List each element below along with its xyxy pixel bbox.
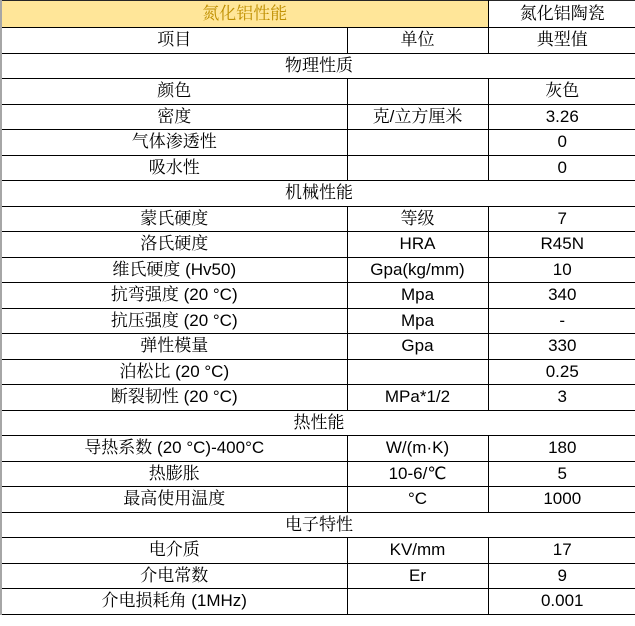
item-cell: 密度: [1, 104, 347, 130]
unit-cell: [347, 359, 488, 385]
section-header-row: [1, 53, 635, 79]
unit-cell: Gpa: [347, 334, 488, 360]
item-cell: 抗弯强度 (20 °C): [1, 283, 347, 309]
item-cell: 导热系数 (20 °C)-400°C: [1, 436, 347, 462]
item-cell: 弹性模量: [1, 334, 347, 360]
unit-cell: [347, 589, 488, 615]
unit-cell: HRA: [347, 232, 488, 258]
table-row: [1, 79, 635, 105]
unit-cell: [347, 130, 488, 156]
table-row: [1, 257, 635, 283]
section-header-row: [1, 512, 635, 538]
table-row: [1, 130, 635, 156]
unit-cell: Gpa(kg/mm): [347, 257, 488, 283]
item-cell: 介电损耗角 (1MHz): [1, 589, 347, 615]
item-cell: 断裂韧性 (20 °C): [1, 385, 347, 411]
unit-cell: Er: [347, 563, 488, 589]
unit-cell: [347, 79, 488, 105]
table-row: [1, 538, 635, 564]
value-cell: 灰色: [488, 79, 635, 105]
section-title-thermal: 热性能: [1, 410, 635, 436]
table-row: [1, 155, 635, 181]
value-cell: 3.26: [488, 104, 635, 130]
item-cell: 气体渗透性: [1, 130, 347, 156]
table-row: [1, 461, 635, 487]
unit-cell: °C: [347, 487, 488, 513]
table-row: [1, 104, 635, 130]
value-cell: 340: [488, 283, 635, 309]
value-cell: 9: [488, 563, 635, 589]
value-cell: 330: [488, 334, 635, 360]
value-cell: R45N: [488, 232, 635, 258]
unit-cell: 10-6/℃: [347, 461, 488, 487]
table-row: [1, 206, 635, 232]
item-cell: 维氏硬度 (Hv50): [1, 257, 347, 283]
value-cell: 17: [488, 538, 635, 564]
value-cell: 0: [488, 130, 635, 156]
unit-cell: KV/mm: [347, 538, 488, 564]
value-cell: 180: [488, 436, 635, 462]
value-cell: 10: [488, 257, 635, 283]
unit-cell: MPa*1/2: [347, 385, 488, 411]
value-cell: 0.25: [488, 359, 635, 385]
value-cell: 3: [488, 385, 635, 411]
table-row: [1, 385, 635, 411]
product-name: 氮化铝陶瓷: [488, 1, 635, 28]
item-cell: 洛氏硬度: [1, 232, 347, 258]
value-cell: -: [488, 308, 635, 334]
item-cell: 热膨胀: [1, 461, 347, 487]
value-cell: 5: [488, 461, 635, 487]
table-row: [1, 487, 635, 513]
value-cell: 7: [488, 206, 635, 232]
column-header-item: 项目: [1, 28, 347, 54]
table-row: [1, 436, 635, 462]
item-cell: 抗压强度 (20 °C): [1, 308, 347, 334]
item-cell: 最高使用温度: [1, 487, 347, 513]
table-title-row: [1, 1, 635, 28]
item-cell: 泊松比 (20 °C): [1, 359, 347, 385]
value-cell: 0: [488, 155, 635, 181]
unit-cell: Mpa: [347, 283, 488, 309]
section-title-mechanical: 机械性能: [1, 181, 635, 207]
section-title-physical: 物理性质: [1, 53, 635, 79]
table-row: [1, 308, 635, 334]
table-row: [1, 334, 635, 360]
section-title-electrical: 电子特性: [1, 512, 635, 538]
item-cell: 吸水性: [1, 155, 347, 181]
column-header-value: 典型值: [488, 28, 635, 54]
unit-cell: W/(m·K): [347, 436, 488, 462]
unit-cell: 克/立方厘米: [347, 104, 488, 130]
table-row: [1, 563, 635, 589]
table-row: [1, 589, 635, 615]
section-header-row: [1, 410, 635, 436]
table-row: [1, 232, 635, 258]
column-header-unit: 单位: [347, 28, 488, 54]
table-row: [1, 359, 635, 385]
unit-cell: 等级: [347, 206, 488, 232]
section-header-row: [1, 181, 635, 207]
value-cell: 0.001: [488, 589, 635, 615]
item-cell: 介电常数: [1, 563, 347, 589]
item-cell: 蒙氏硬度: [1, 206, 347, 232]
unit-cell: [347, 155, 488, 181]
item-cell: 颜色: [1, 79, 347, 105]
item-cell: 电介质: [1, 538, 347, 564]
column-header-row: [1, 28, 635, 54]
unit-cell: Mpa: [347, 308, 488, 334]
table-title: 氮化铝性能: [1, 1, 488, 28]
value-cell: 1000: [488, 487, 635, 513]
table-row: [1, 283, 635, 309]
